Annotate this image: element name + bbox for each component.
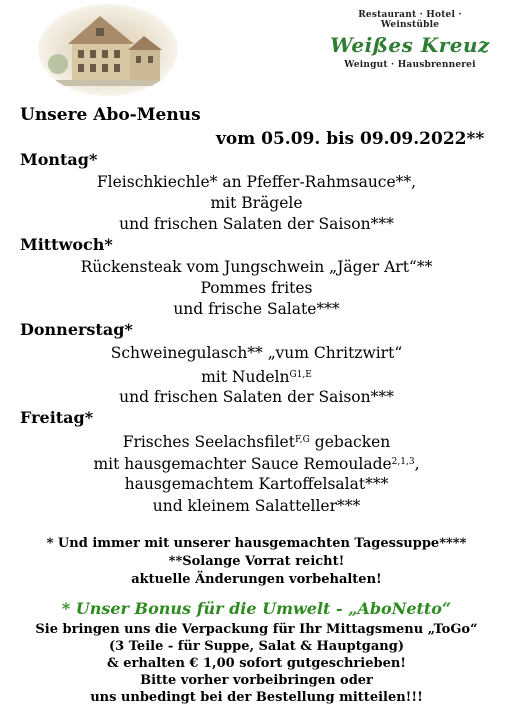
menu-line: und kleinem Salatteller*** (152, 497, 361, 515)
day-heading-mittwoch: Mittwoch* (20, 235, 113, 254)
menu-line: Schweinegulasch** „vum Chritzwirt“ (110, 344, 403, 362)
menu-line-text: Frisches Seelachsfilet (122, 433, 295, 451)
allergen-note: F,G (294, 435, 310, 445)
menu-line: und frischen Salaten der Saison*** (119, 388, 394, 406)
building-illustration (38, 4, 178, 96)
allergen-note: 2,1,3 (391, 457, 415, 467)
menu-line (0, 431, 513, 451)
day-heading-freitag: Freitag* (20, 408, 94, 427)
day-heading-montag: Montag* (20, 150, 98, 169)
menu-line (0, 453, 513, 473)
menu-line: und frischen Salaten der Saison*** (119, 215, 394, 233)
bonus-line: Bitte vorher vorbeibringen oder (140, 673, 373, 688)
menu-line: und frische Salate*** (173, 300, 340, 318)
menu-line-text: , (414, 455, 420, 473)
menu-line: Rückensteak vom Jungschwein „Jäger Art“** (80, 258, 433, 276)
bonus-title: * Unser Bonus für die Umwelt - „AboNetto“ (61, 599, 452, 618)
building-photo (38, 4, 178, 96)
day-heading-donnerstag: Donnerstag* (20, 320, 133, 339)
header (0, 0, 513, 100)
menu-line (0, 366, 513, 386)
brand-name: Weißes Kreuz (330, 33, 490, 57)
menu-line: Fleischkiechle* an Pfeffer-Rahmsauce**, (96, 173, 417, 191)
note-soup: * Und immer mit unserer hausgemachten Tagessuppe**** (46, 536, 467, 551)
note-stock: **Solange Vorrat reicht! (168, 554, 345, 569)
bonus-line: & erhalten € 1,00 sofort gutgeschrieben! (106, 656, 406, 671)
brand-logo (330, 10, 490, 70)
bonus-line: Sie bringen uns die Verpackung für Ihr Mittagsmenu „ToGo“ (35, 622, 478, 637)
bonus-line: uns unbedingt bei der Bestellung mitteilen!!! (90, 690, 423, 705)
allergen-note: G1,E (289, 370, 312, 380)
menu-line: Pommes frites (200, 279, 313, 297)
menu-line-text: mit Nudeln (201, 368, 290, 386)
menu-line-text: gebacken (309, 433, 391, 451)
menu-date-range: vom 05.09. bis 09.09.2022** (216, 129, 485, 149)
menu-title: Unsere Abo-Menus (20, 105, 201, 125)
note-changes: aktuelle Änderungen vorbehalten! (131, 572, 382, 587)
brand-tagline-top: Restaurant · Hotel · Weinstüble (358, 10, 462, 30)
bonus-line: (3 Teile - für Suppe, Salat & Hauptgang) (109, 639, 404, 654)
menu-line: hausgemachtem Kartoffelsalat*** (124, 475, 389, 493)
menu-line: mit Brägele (210, 194, 303, 212)
brand-tagline-bottom: Weingut · Hausbrennerei (344, 60, 476, 70)
menu-line-text: mit hausgemachter Sauce Remoulade (93, 455, 392, 473)
